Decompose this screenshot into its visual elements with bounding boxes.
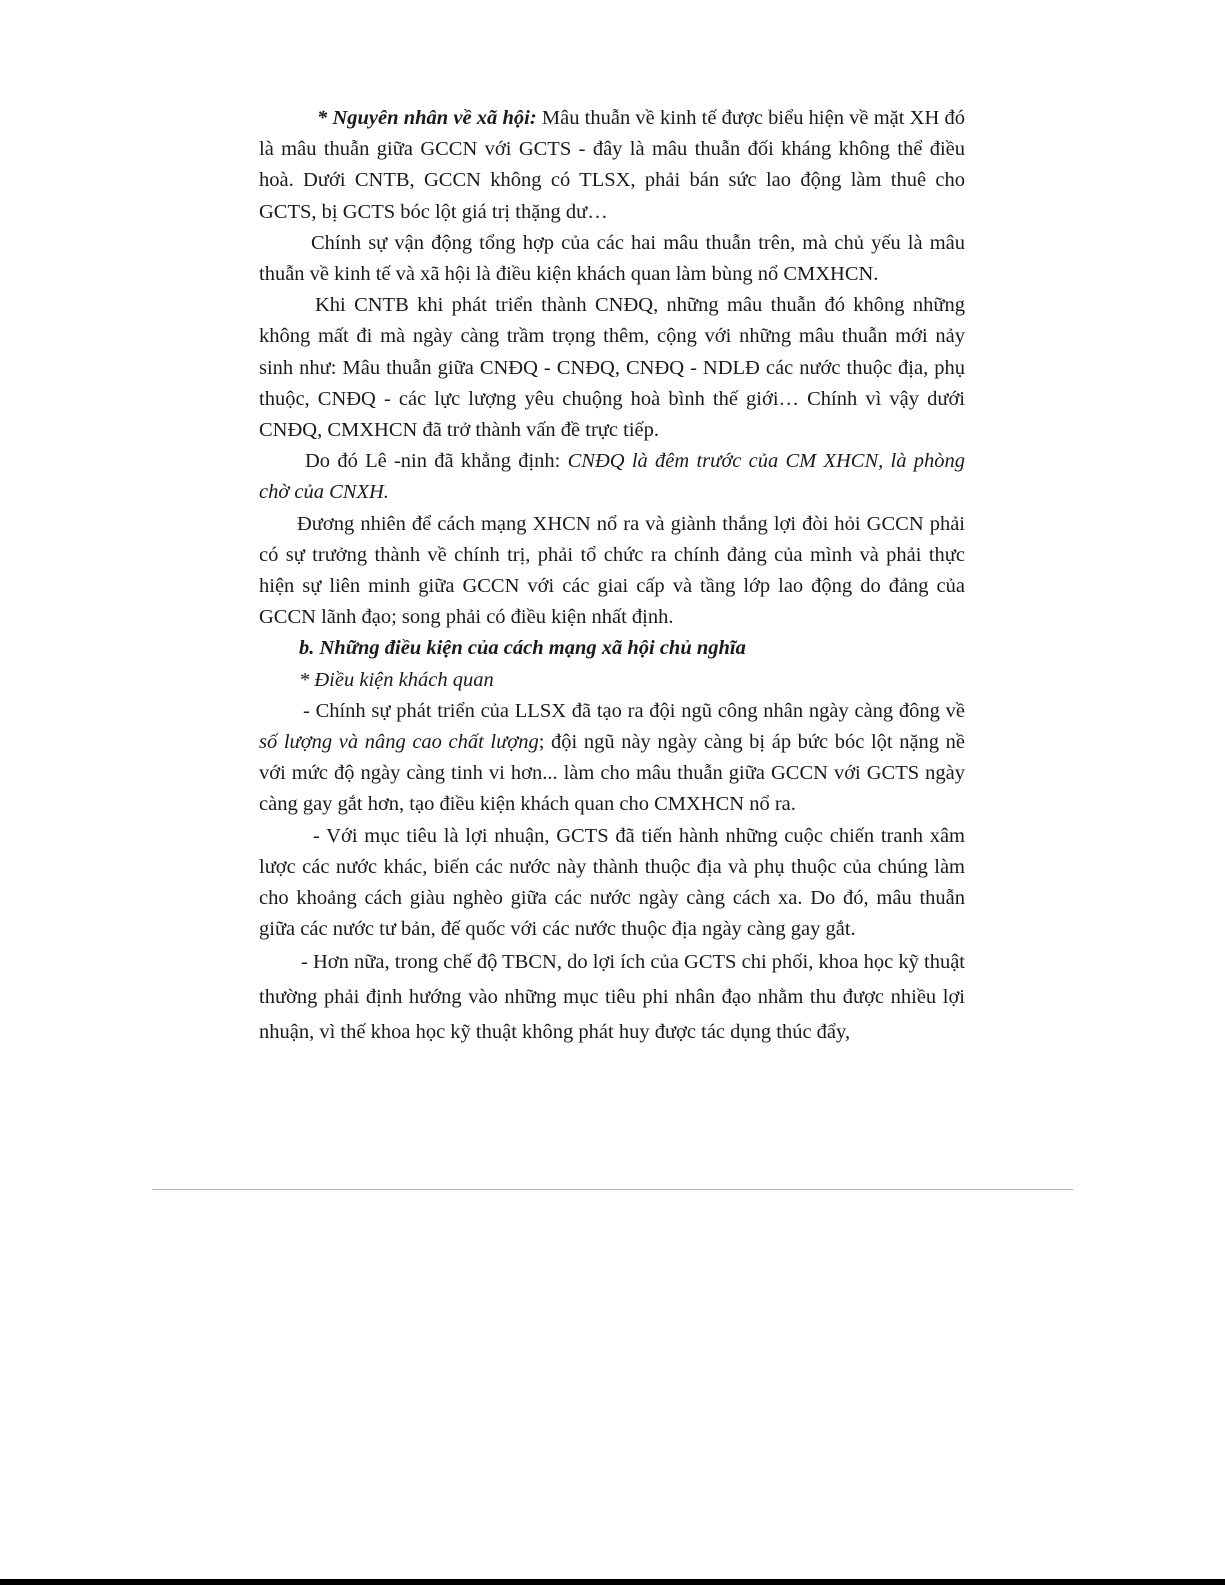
- section-heading-b: b. Những điều kiện của cách mạng xã hội chủ nghĩa: [299, 637, 746, 660]
- paragraph-social-cause: [259, 103, 965, 228]
- paragraph-productive-forces: [259, 696, 965, 821]
- productive-forces-text-a: - Chính sự phát triển của LLSX đã tạo ra đội ngũ công nhân ngày càng đông về: [303, 699, 965, 722]
- paragraph-conditions-intro: Đương nhiên để cách mạng XHCN nổ ra và giành thắng lợi đòi hỏi GCCN phải có sự trưởng thành về chính trị, phải tổ chức ra chính đảng của mình và phải thực hiện sự liên minh giữa GCCN với các giai cấp và tầng lớp lao động do đảng của GCCN lãnh đạo; song phải có điều kiện nhất định.: [259, 512, 965, 629]
- productive-forces-text-b: ; đội ngũ này ngày càng bị áp bức bóc lột nặng nề với mức độ ngày càng tinh vi hơn... làm cho mâu thuẫn giữa GCCN với GCTS ngày càng gay gắt hơn, tạo điều kiện khách quan cho CMXHCN nổ ra.: [259, 731, 965, 816]
- lenin-quote: CNĐQ là đêm trước của CM XHCN, là phòng chờ của CNXH.: [259, 450, 965, 504]
- page-bottom-edge: [0, 1579, 1225, 1585]
- page-body: [259, 103, 965, 1050]
- paragraph-lenin-quote: [259, 446, 965, 508]
- paragraph-imperialism: Khi CNTB khi phát triển thành CNĐQ, những mâu thuẫn đó không những không mất đi mà ngày càng trầm trọng thêm, cộng với những mâu thuẫn mới nảy sinh như: Mâu thuẫn giữa CNĐQ - CNĐQ, CNĐQ - NDLĐ các nước thuộc địa, phụ thuộc, CNĐQ - các lực lượng yêu chuộng hoà bình thế giới… Chính vì vậy dưới CNĐQ, CMXHCN đã trở thành vấn đề trực tiếp.: [259, 294, 965, 442]
- page-divider: [152, 1189, 1073, 1190]
- productive-forces-italic: số lượng và nâng cao chất lượng: [259, 731, 539, 754]
- social-cause-text: Mâu thuẫn về kinh tế được biểu hiện về mặt XH đó là mâu thuẫn giữa GCCN với GCTS - đây là mâu thuẫn đối kháng không thể điều hoà. Dưới CNTB, GCCN không có TLSX, phải bán sức lao động làm thuê cho GCTS, bị GCTS bóc lột giá trị thặng dư…: [259, 107, 965, 223]
- paragraph-science-technology: - Hơn nữa, trong chế độ TBCN, do lợi ích của GCTS chi phối, khoa học kỹ thuật thường phải định hướng vào những mục tiêu phi nhân đạo nhằm thu được nhiều lợi nhuận, vì thế khoa học kỹ thuật không phát huy được tác dụng thúc đẩy,: [259, 951, 965, 1044]
- sub-heading-objective: * Điều kiện khách quan: [299, 668, 494, 691]
- paragraph-combined-contradictions: Chính sự vận động tổng hợp của các hai mâu thuẫn trên, mà chủ yếu là mâu thuẫn về kinh tế và xã hội là điều kiện khách quan làm bùng nổ CMXHCN.: [259, 231, 965, 286]
- lenin-quote-intro: Do đó Lê -nin đã khẳng định:: [305, 450, 568, 473]
- social-cause-label: * Nguyên nhân về xã hội:: [317, 107, 537, 129]
- paragraph-profit-war: - Với mục tiêu là lợi nhuận, GCTS đã tiến hành những cuộc chiến tranh xâm lược các nước khác, biến các nước này thành thuộc địa và phụ thuộc của chúng làm cho khoảng cách giàu nghèo giữa các nước ngày càng cách xa. Do đó, mâu thuẫn giữa các nước tư bản, đế quốc với các nước thuộc địa ngày càng gay gắt.: [259, 824, 965, 941]
